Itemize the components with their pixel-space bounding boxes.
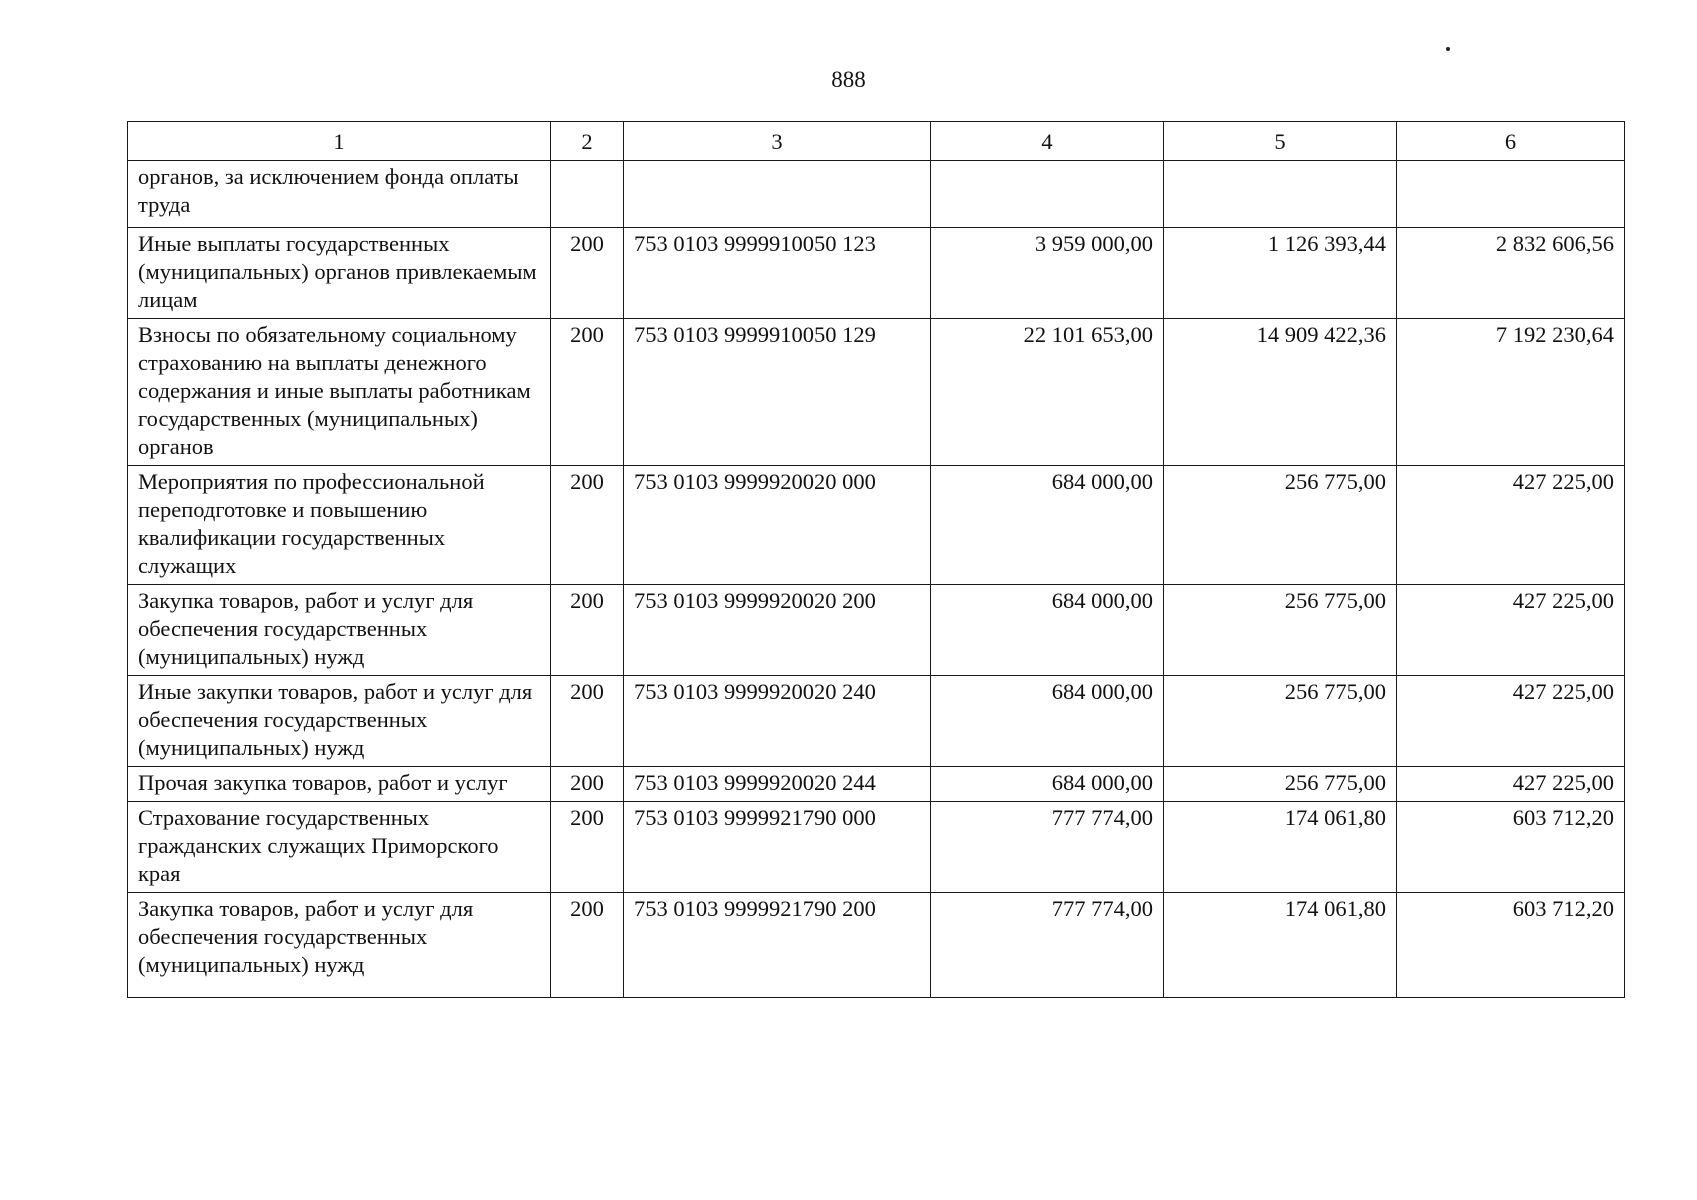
row-approved-amount: 684 000,00: [931, 676, 1164, 767]
row-budget-classification-code: 753 0103 9999920020 200: [624, 585, 931, 676]
empty-cell: [551, 161, 624, 228]
empty-cell: [1164, 161, 1397, 228]
column-number-5: 5: [1164, 122, 1397, 161]
table-row: [128, 585, 1625, 676]
row-executed-amount: 1 126 393,44: [1164, 228, 1397, 319]
column-number-1: 1: [128, 122, 551, 161]
row-executed-amount: 256 775,00: [1164, 585, 1397, 676]
empty-cell: [624, 161, 931, 228]
row-remaining-amount: 603 712,20: [1397, 893, 1625, 998]
row-executed-amount: 256 775,00: [1164, 676, 1397, 767]
row-approved-amount: 684 000,00: [931, 585, 1164, 676]
row-code: 200: [551, 802, 624, 893]
column-number-2: 2: [551, 122, 624, 161]
table-header-row: [128, 122, 1625, 161]
table-row: [128, 767, 1625, 802]
row-executed-amount: 14 909 422,36: [1164, 319, 1397, 466]
row-name: Прочая закупка товаров, работ и услуг: [128, 767, 551, 802]
row-name: Взносы по обязательному социальному страхованию на выплаты денежного содержания и иные выплаты работникам государственных (муниципальных) органов: [128, 319, 551, 466]
row-code: 200: [551, 676, 624, 767]
scan-speck: [1446, 47, 1450, 51]
row-name: Страхование государственных гражданских служащих Приморского края: [128, 802, 551, 893]
row-remaining-amount: 2 832 606,56: [1397, 228, 1625, 319]
empty-cell: [1397, 161, 1625, 228]
table-row: [128, 802, 1625, 893]
table-row: [128, 676, 1625, 767]
row-approved-amount: 777 774,00: [931, 802, 1164, 893]
row-approved-amount: 22 101 653,00: [931, 319, 1164, 466]
row-name: Иные выплаты государственных (муниципальных) органов привлекаемым лицам: [128, 228, 551, 319]
row-executed-amount: 256 775,00: [1164, 767, 1397, 802]
row-code: 200: [551, 466, 624, 585]
column-number-4: 4: [931, 122, 1164, 161]
row-approved-amount: 777 774,00: [931, 893, 1164, 998]
row-executed-amount: 174 061,80: [1164, 893, 1397, 998]
row-approved-amount: 684 000,00: [931, 466, 1164, 585]
row-budget-classification-code: 753 0103 9999921790 200: [624, 893, 931, 998]
row-budget-classification-code: 753 0103 9999920020 244: [624, 767, 931, 802]
row-name: Закупка товаров, работ и услуг для обеспечения государственных (муниципальных) нужд: [128, 585, 551, 676]
row-budget-classification-code: 753 0103 9999921790 000: [624, 802, 931, 893]
row-name-continuation: органов, за исключением фонда оплаты труда: [128, 161, 551, 228]
row-name: Закупка товаров, работ и услуг для обеспечения государственных (муниципальных) нужд: [128, 893, 551, 998]
row-remaining-amount: 427 225,00: [1397, 466, 1625, 585]
row-code: 200: [551, 319, 624, 466]
row-code: 200: [551, 228, 624, 319]
table-row: [128, 228, 1625, 319]
row-executed-amount: 256 775,00: [1164, 466, 1397, 585]
row-budget-classification-code: 753 0103 9999920020 240: [624, 676, 931, 767]
row-executed-amount: 174 061,80: [1164, 802, 1397, 893]
row-approved-amount: 684 000,00: [931, 767, 1164, 802]
row-remaining-amount: 603 712,20: [1397, 802, 1625, 893]
row-approved-amount: 3 959 000,00: [931, 228, 1164, 319]
row-remaining-amount: 427 225,00: [1397, 585, 1625, 676]
page-number: 888: [831, 67, 866, 92]
row-budget-classification-code: 753 0103 9999910050 123: [624, 228, 931, 319]
row-name: Мероприятия по профессиональной переподготовке и повышению квалификации государственных служащих: [128, 466, 551, 585]
row-remaining-amount: 427 225,00: [1397, 676, 1625, 767]
empty-cell: [931, 161, 1164, 228]
table-row: [128, 893, 1625, 998]
column-number-3: 3: [624, 122, 931, 161]
row-code: 200: [551, 893, 624, 998]
table-row: [128, 466, 1625, 585]
row-name: Иные закупки товаров, работ и услуг для обеспечения государственных (муниципальных) нужд: [128, 676, 551, 767]
row-remaining-amount: 427 225,00: [1397, 767, 1625, 802]
row-budget-classification-code: 753 0103 9999920020 000: [624, 466, 931, 585]
row-code: 200: [551, 585, 624, 676]
table-row-continuation: [128, 161, 1625, 228]
budget-execution-table: [127, 121, 1625, 998]
row-code: 200: [551, 767, 624, 802]
row-remaining-amount: 7 192 230,64: [1397, 319, 1625, 466]
row-budget-classification-code: 753 0103 9999910050 129: [624, 319, 931, 466]
table-row: [128, 319, 1625, 466]
column-number-6: 6: [1397, 122, 1625, 161]
